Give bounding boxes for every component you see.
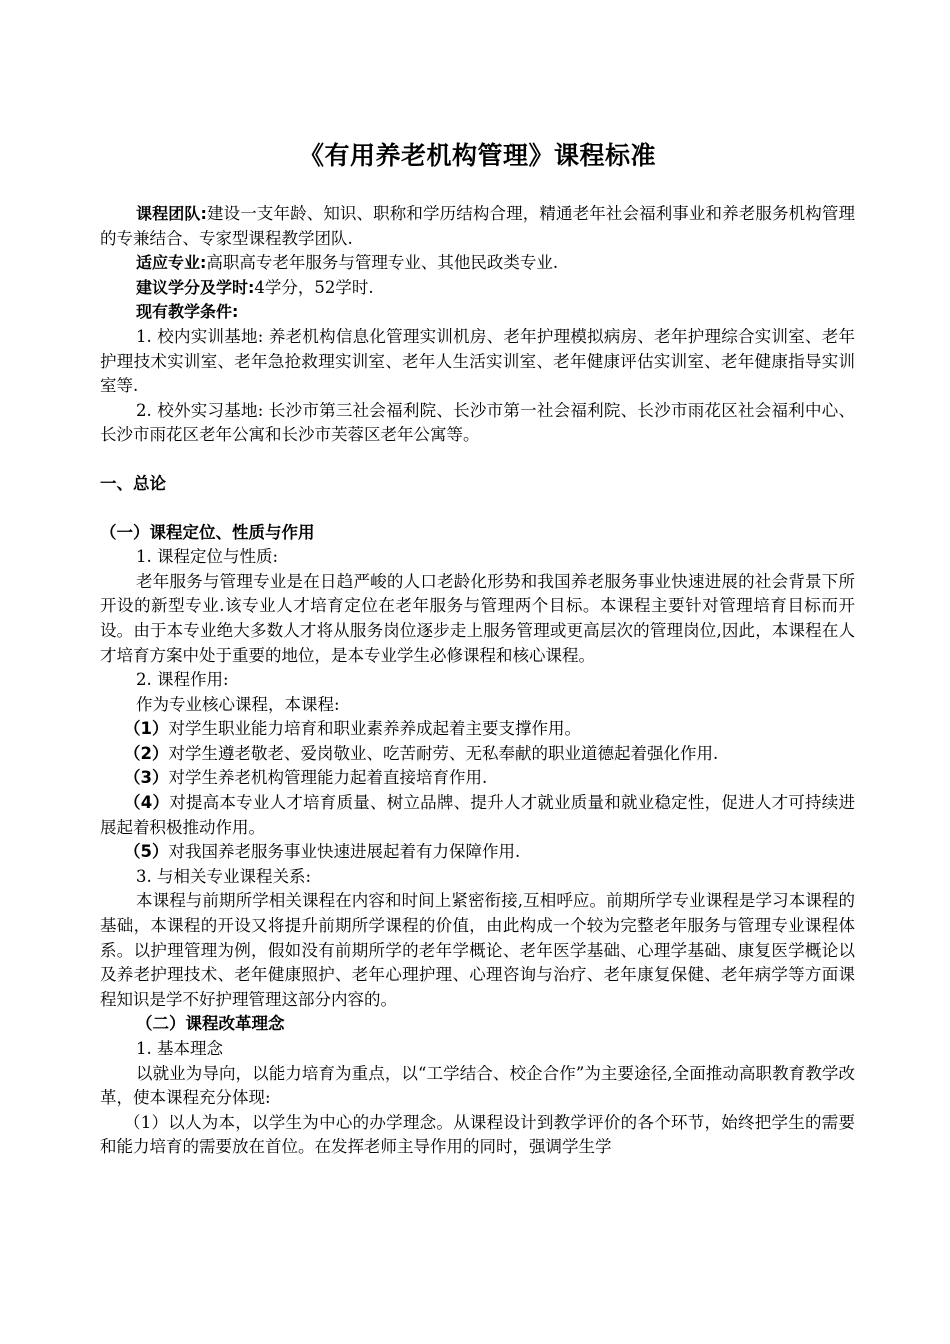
credit-paragraph	[100, 276, 855, 301]
team-label: 课程团队:	[136, 204, 207, 223]
conditions-paragraph	[100, 300, 855, 325]
role-text: 对提高本专业人才培育质量、树立品牌、提升人才就业质量和就业稳定性，促进人才可持续进展起着积极推动作用。	[100, 793, 856, 837]
credit-text: 4学分，52学时.	[254, 277, 374, 297]
major-label: 适应专业:	[136, 253, 207, 273]
role-number: （3）	[124, 768, 169, 788]
role-item-2	[100, 742, 855, 767]
role-number: （5）	[124, 842, 169, 862]
section-heading-1: 一、总论	[100, 473, 166, 493]
section-heading-1-2: （二）课程改革理念	[136, 1014, 285, 1034]
team-paragraph	[100, 202, 855, 251]
role-text: 对学生遵老敬老、爱岗敬业、吃苦耐劳、无私奉献的职业道德起着强化作用.	[168, 743, 719, 763]
condition-item-1: 1. 校内实训基地: 养老机构信息化管理实训机房、老年护理模拟病房、老年护理综合实训室、老年护理技术实训室、老年急抢救理实训室、老年人生活实训室、老年健康评估实训室、老年健康指导实训室等.	[100, 326, 855, 396]
concept-paragraph: 以就业为导向，以能力培育为重点，以“工学结合、校企合作”为主要途径,全面推动高职教育教学改革，使本课程充分体现:	[100, 1063, 855, 1108]
role-text: 对我国养老服务事业快速进展起着有力保障作用.	[168, 842, 521, 862]
role-number: （4）	[124, 793, 170, 813]
subheading-basic-concept: 1. 基本理念	[136, 1039, 223, 1058]
concept-item-1: （1）以人为本，以学生为中心的办学理念。从课程设计到教学评价的各个环节，始终把学生的需要和能力培育的需要放在首位。在发挥老师主导作用的同时，强调学生学	[100, 1112, 855, 1157]
role-item-5	[100, 840, 855, 865]
relation-paragraph: 本课程与前期所学相关课程在内容和时间上紧密衔接,互相呼应。前期所学专业课程是学习本课程的基础，本课程的开设又将提升前期所学课程的价值，由此构成一个较为完整老年服务与管理专业课程体系。以护理管理为例，假如没有前期所学的老年学概论、老年医学基础、心理学基础、康复医学概论以及养老护理技术、老年健康照护、老年心理护理、心理咨询与治疗、老年康复保健、老年病学等方面课程知识是学不好护理管理这部分内容的。	[100, 891, 855, 1009]
role-item-3	[100, 766, 855, 791]
document-title: 《有用养老机构管理》课程标准	[298, 141, 656, 170]
major-text: 高职高专老年服务与管理专业、其他民政类专业.	[206, 253, 559, 273]
role-item-4	[100, 791, 855, 840]
subheading-relation: 3. 与相关专业课程关系:	[136, 866, 312, 886]
conditions-label: 现有教学条件:	[136, 302, 239, 322]
document-page	[100, 136, 855, 1160]
subheading-role: 2. 课程作用:	[136, 670, 229, 690]
role-intro: 作为专业核心课程，本课程:	[136, 694, 340, 714]
subheading-positioning: 1. 课程定位与性质:	[136, 547, 279, 567]
positioning-paragraph: 老年服务与管理专业是在日趋严峻的人口老龄化形势和我国养老服务事业快速进展的社会背景下所开设的新型专业.该专业人才培育定位在老年服务与管理两个目标。本课程主要针对管理培育目标而开设。由于本专业绝大多数人才将从服务岗位逐步走上服务管理或更高层次的管理岗位,因此，本课程在人才培育方案中处于重要的地位，是本专业学生必修课程和核心课程。	[100, 571, 855, 665]
credit-label: 建议学分及学时:	[136, 277, 255, 297]
role-item-1	[100, 717, 855, 742]
role-number: （2）	[124, 743, 169, 763]
role-text: 对学生职业能力培育和职业素养养成起着主要支撑作用。	[168, 719, 581, 739]
role-text: 对学生养老机构管理能力起着直接培育作用.	[168, 768, 488, 788]
section-heading-1-1: （一）课程定位、性质与作用	[100, 522, 315, 542]
role-number: （1）	[124, 719, 169, 739]
condition-item-2: 2. 校外实习基地: 长沙市第三社会福利院、长沙市第一社会福利院、长沙市雨花区社会福利中心、长沙市雨花区老年公寓和长沙市芙蓉区老年公寓等。	[100, 400, 855, 445]
team-text: 建设一支年龄、知识、职称和学历结构合理，精通老年社会福利事业和养老服务机构管理的专兼结合、专家型课程教学团队.	[100, 204, 855, 248]
major-paragraph	[100, 251, 855, 276]
